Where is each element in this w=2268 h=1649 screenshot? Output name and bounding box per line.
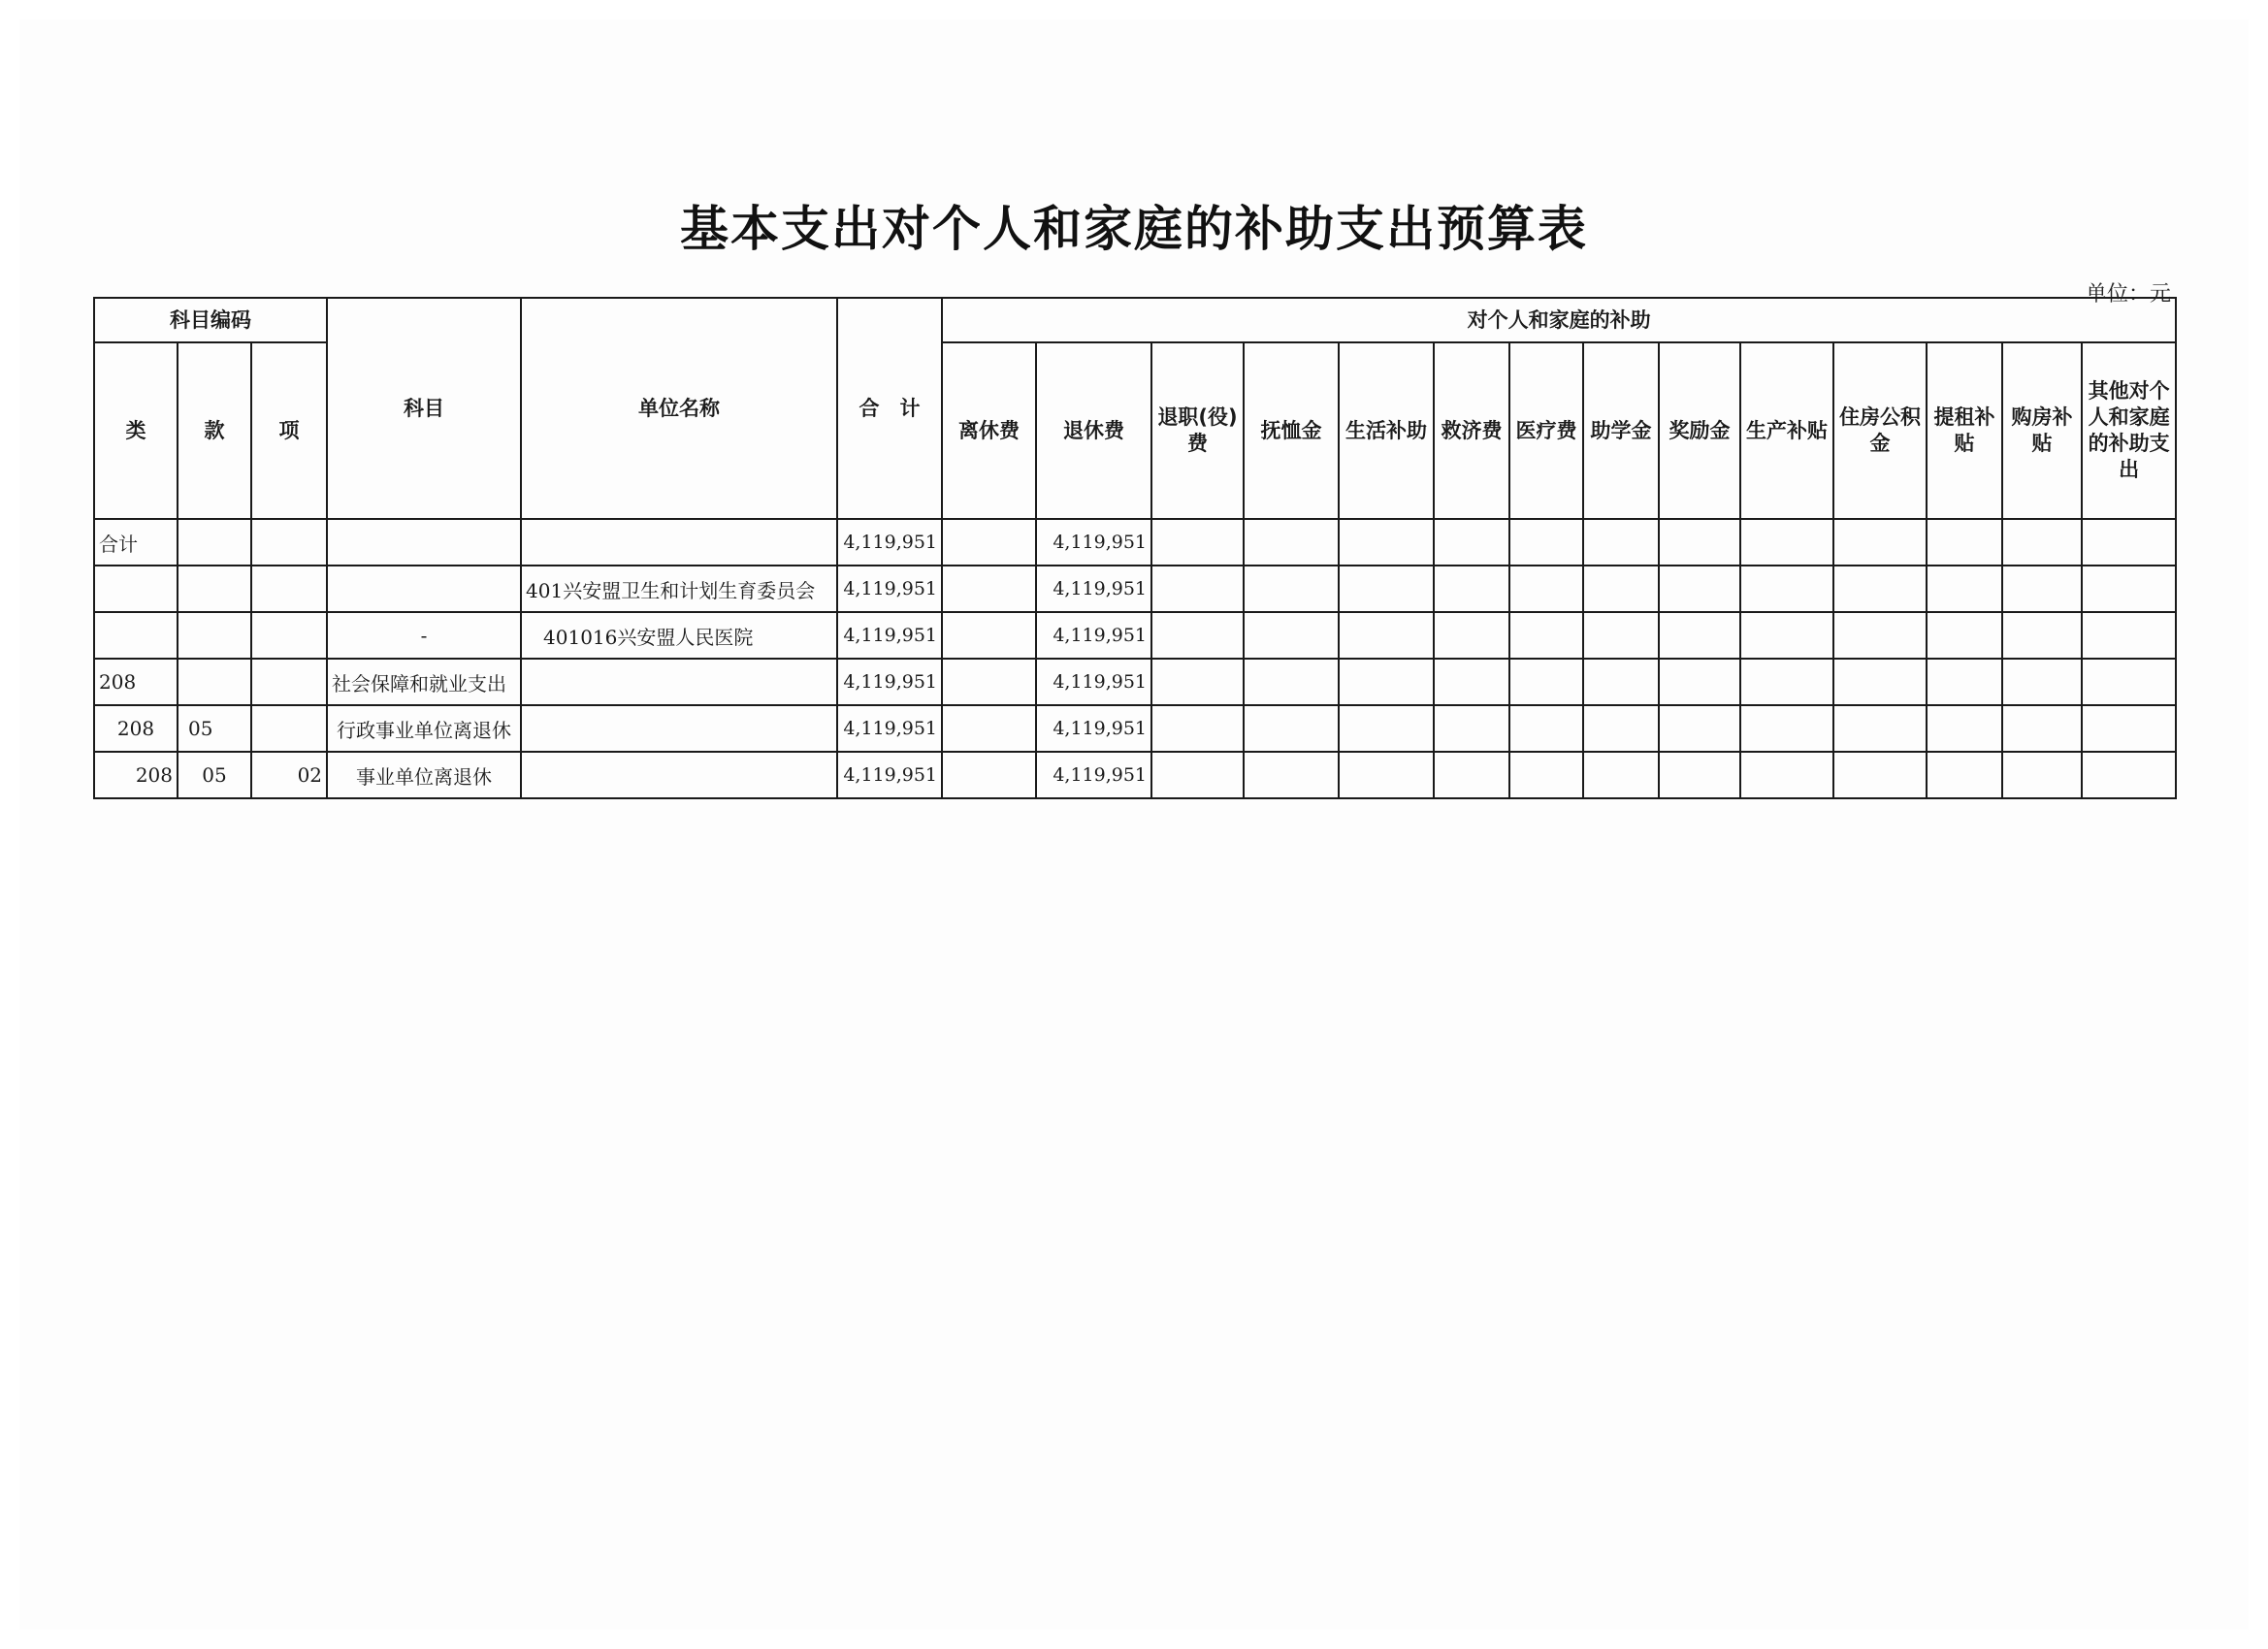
cell-empty [1583, 519, 1659, 566]
cell-lei: 合计 [94, 519, 178, 566]
cell-tuixiu: 4,119,951 [1036, 519, 1151, 566]
cell-lixiu [942, 659, 1036, 705]
cell-kuan [178, 519, 251, 566]
cell-empty [2082, 519, 2176, 566]
cell-empty [2002, 519, 2082, 566]
cell-lixiu [942, 705, 1036, 752]
cell-empty [1927, 612, 2002, 659]
header-shengchan: 生产补贴 [1740, 342, 1833, 519]
cell-kuan: 05 [178, 752, 251, 798]
cell-tuixiu: 4,119,951 [1036, 566, 1151, 612]
cell-empty [2002, 705, 2082, 752]
cell-empty [1151, 566, 1244, 612]
header-tizu: 提租补贴 [1927, 342, 2002, 519]
header-lei: 类 [94, 342, 178, 519]
cell-empty [1151, 612, 1244, 659]
cell-empty [1833, 705, 1927, 752]
cell-total: 4,119,951 [837, 659, 942, 705]
header-zhuxue: 助学金 [1583, 342, 1659, 519]
cell-empty [1434, 566, 1509, 612]
cell-empty [1583, 566, 1659, 612]
header-xiang: 项 [251, 342, 327, 519]
cell-empty [1740, 519, 1833, 566]
header-code-group: 科目编码 [94, 298, 327, 342]
cell-empty [1740, 752, 1833, 798]
cell-empty [1509, 705, 1583, 752]
cell-empty [2082, 705, 2176, 752]
cell-tuixiu: 4,119,951 [1036, 705, 1151, 752]
cell-empty [1833, 659, 1927, 705]
cell-empty [2002, 566, 2082, 612]
cell-lixiu [942, 612, 1036, 659]
cell-total: 4,119,951 [837, 612, 942, 659]
cell-empty [1740, 612, 1833, 659]
header-zhufang-gongjijin: 住房公积金 [1833, 342, 1927, 519]
cell-empty [1659, 566, 1740, 612]
cell-empty [1583, 659, 1659, 705]
cell-empty [1583, 752, 1659, 798]
table-row [94, 612, 2176, 659]
header-subject: 科目 [327, 298, 521, 519]
cell-empty [1509, 519, 1583, 566]
table-row [94, 566, 2176, 612]
cell-empty [1151, 519, 1244, 566]
cell-xiang: 02 [251, 752, 327, 798]
cell-xiang [251, 705, 327, 752]
cell-kuan [178, 612, 251, 659]
cell-unit-name [521, 705, 837, 752]
budget-table [93, 297, 2177, 799]
cell-empty [1740, 566, 1833, 612]
cell-empty [1339, 752, 1434, 798]
cell-empty [1659, 659, 1740, 705]
cell-empty [1244, 612, 1339, 659]
cell-lixiu [942, 519, 1036, 566]
cell-xiang [251, 659, 327, 705]
table-row [94, 659, 2176, 705]
cell-subject: 事业单位离退休 [327, 752, 521, 798]
cell-kuan: 05 [178, 705, 251, 752]
cell-subject [327, 519, 521, 566]
header-shenghuo: 生活补助 [1339, 342, 1434, 519]
cell-unit-name: 401兴安盟卫生和计划生育委员会 [521, 566, 837, 612]
cell-empty [2002, 659, 2082, 705]
header-goufang: 购房补贴 [2002, 342, 2082, 519]
cell-unit-name [521, 752, 837, 798]
cell-empty [1927, 705, 2002, 752]
cell-empty [1244, 519, 1339, 566]
unit-note: 单位：元 [2085, 282, 2171, 307]
page-title: 基本支出对个人和家庭的补助支出预算表 [680, 201, 1588, 257]
header-other: 其他对个人和家庭的补助支出 [2082, 342, 2176, 519]
header-tuizhi: 退职(役)费 [1151, 342, 1244, 519]
cell-empty [1339, 659, 1434, 705]
cell-subject: - [327, 612, 521, 659]
cell-kuan [178, 659, 251, 705]
cell-subject [327, 566, 521, 612]
cell-empty [2082, 612, 2176, 659]
table-row [94, 705, 2176, 752]
cell-empty [1740, 705, 1833, 752]
cell-kuan [178, 566, 251, 612]
cell-empty [1833, 752, 1927, 798]
cell-empty [1244, 752, 1339, 798]
cell-empty [1339, 519, 1434, 566]
cell-empty [1339, 705, 1434, 752]
cell-lei: 208 [94, 705, 178, 752]
cell-empty [1509, 752, 1583, 798]
header-kuan: 款 [178, 342, 251, 519]
header-jiangli: 奖励金 [1659, 342, 1740, 519]
cell-xiang [251, 566, 327, 612]
cell-empty [1509, 612, 1583, 659]
cell-xiang [251, 612, 327, 659]
cell-empty [1833, 519, 1927, 566]
cell-unit-name [521, 519, 837, 566]
cell-empty [1151, 705, 1244, 752]
cell-empty [1434, 705, 1509, 752]
header-yiliao: 医疗费 [1509, 342, 1583, 519]
cell-empty [1659, 612, 1740, 659]
cell-empty [1659, 519, 1740, 566]
cell-tuixiu: 4,119,951 [1036, 659, 1151, 705]
cell-xiang [251, 519, 327, 566]
cell-empty [1927, 659, 2002, 705]
cell-empty [1244, 566, 1339, 612]
cell-subject: 社会保障和就业支出 [327, 659, 521, 705]
cell-lixiu [942, 752, 1036, 798]
cell-empty [1659, 705, 1740, 752]
cell-empty [1927, 566, 2002, 612]
cell-empty [1509, 659, 1583, 705]
cell-subject: 行政事业单位离退休 [327, 705, 521, 752]
cell-empty [2002, 612, 2082, 659]
cell-lei [94, 612, 178, 659]
cell-total: 4,119,951 [837, 752, 942, 798]
cell-empty [2082, 752, 2176, 798]
table-row [94, 752, 2176, 798]
cell-unit-name: 401016兴安盟人民医院 [521, 612, 837, 659]
cell-empty [1833, 566, 1927, 612]
cell-empty [1583, 612, 1659, 659]
cell-empty [2082, 566, 2176, 612]
cell-total: 4,119,951 [837, 705, 942, 752]
cell-tuixiu: 4,119,951 [1036, 752, 1151, 798]
table-row [94, 519, 2176, 566]
cell-lei [94, 566, 178, 612]
cell-total: 4,119,951 [837, 566, 942, 612]
header-lixiu: 离休费 [942, 342, 1036, 519]
header-subsidy-group: 对个人和家庭的补助 [942, 298, 2176, 342]
cell-empty [1151, 659, 1244, 705]
cell-lei: 208 [94, 752, 178, 798]
cell-empty [1244, 659, 1339, 705]
cell-empty [1833, 612, 1927, 659]
cell-tuixiu: 4,119,951 [1036, 612, 1151, 659]
cell-empty [1434, 612, 1509, 659]
cell-empty [1339, 566, 1434, 612]
cell-empty [2002, 752, 2082, 798]
header-fuxu: 抚恤金 [1244, 342, 1339, 519]
header-unit-name: 单位名称 [521, 298, 837, 519]
cell-empty [1434, 659, 1509, 705]
cell-empty [1927, 752, 2002, 798]
cell-lei: 208 [94, 659, 178, 705]
cell-empty [1659, 752, 1740, 798]
cell-empty [1509, 566, 1583, 612]
header-tuixiu: 退休费 [1036, 342, 1151, 519]
cell-empty [2082, 659, 2176, 705]
cell-empty [1740, 659, 1833, 705]
cell-empty [1339, 612, 1434, 659]
cell-empty [1244, 705, 1339, 752]
cell-empty [1151, 752, 1244, 798]
cell-total: 4,119,951 [837, 519, 942, 566]
header-jiuji: 救济费 [1434, 342, 1509, 519]
cell-empty [1927, 519, 2002, 566]
cell-unit-name [521, 659, 837, 705]
header-total: 合 计 [837, 298, 942, 519]
cell-lixiu [942, 566, 1036, 612]
cell-empty [1434, 752, 1509, 798]
scanned-page [19, 19, 2249, 1630]
header-row-1 [94, 298, 2176, 342]
cell-empty [1434, 519, 1509, 566]
cell-empty [1583, 705, 1659, 752]
